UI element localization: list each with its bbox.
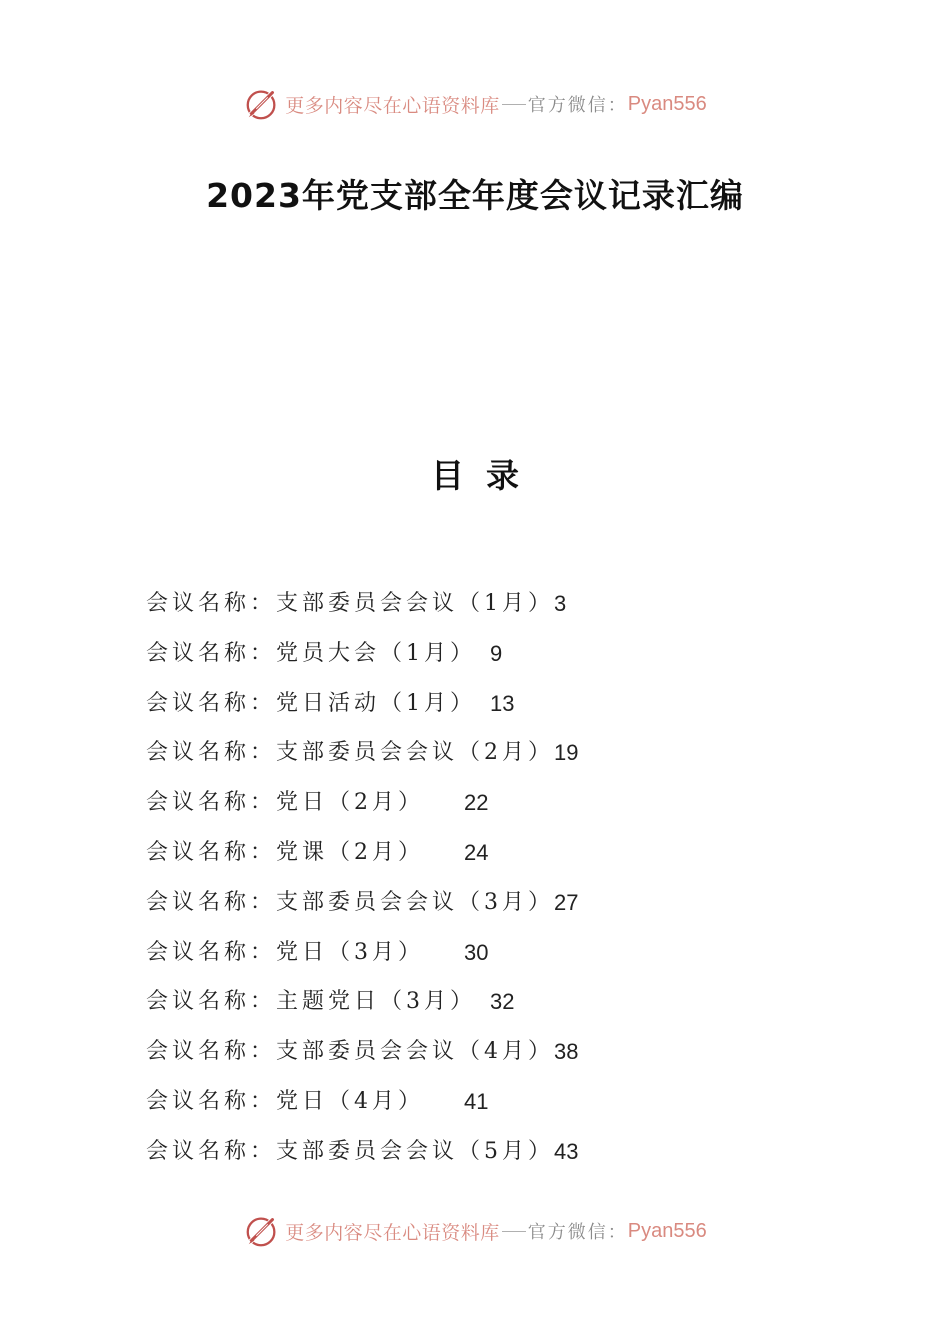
toc-item-label: 会议名称：党课（2月） bbox=[146, 839, 424, 865]
toc-item[interactable] bbox=[146, 878, 846, 928]
toc-item[interactable] bbox=[146, 928, 846, 978]
pen-circle-logo-icon bbox=[243, 1212, 281, 1250]
toc-item-label: 会议名称：党日活动（1月） bbox=[146, 690, 476, 716]
banner-wechat-id: Pyan556 bbox=[627, 1219, 707, 1242]
banner-wechat-label: 官方微信： bbox=[527, 1222, 628, 1243]
banner-text: 更多内容尽在心语资料库 bbox=[285, 1221, 500, 1244]
banner-dash bbox=[502, 104, 526, 105]
toc-item-page: 41 bbox=[464, 1088, 489, 1114]
banner-wechat-label: 官方微信： bbox=[527, 95, 628, 116]
toc-list bbox=[146, 579, 846, 1177]
toc-item[interactable] bbox=[146, 629, 846, 679]
toc-item-page: 27 bbox=[554, 889, 579, 915]
toc-item-label: 会议名称：支部委员会会议（3月） bbox=[146, 889, 554, 915]
header-banner bbox=[0, 82, 950, 126]
toc-item[interactable] bbox=[146, 679, 846, 729]
toc-item[interactable] bbox=[146, 1077, 846, 1127]
banner-text: 更多内容尽在心语资料库 bbox=[285, 94, 500, 117]
toc-item[interactable] bbox=[146, 728, 846, 778]
toc-item-page: 24 bbox=[464, 839, 489, 865]
toc-heading: 目录 bbox=[431, 456, 541, 495]
toc-item-page: 38 bbox=[554, 1039, 579, 1065]
footer-banner bbox=[0, 1209, 950, 1253]
toc-item-page: 13 bbox=[490, 690, 515, 716]
toc-item-page: 9 bbox=[490, 640, 503, 666]
toc-item[interactable] bbox=[146, 1027, 846, 1077]
toc-item[interactable] bbox=[146, 977, 846, 1027]
toc-item-page: 22 bbox=[464, 790, 489, 816]
toc-item-page: 43 bbox=[554, 1138, 579, 1164]
toc-item-label: 会议名称：支部委员会会议（1月） bbox=[146, 591, 554, 616]
banner-wechat-id: Pyan556 bbox=[627, 92, 707, 115]
toc-item[interactable] bbox=[146, 778, 846, 828]
toc-item-page: 3 bbox=[554, 591, 567, 616]
document-title: 2023年党支部全年度会议记录汇编 bbox=[206, 176, 744, 215]
toc-item-label: 会议名称：党日（3月） bbox=[146, 939, 424, 965]
toc-item-label: 会议名称：支部委员会会议（2月） bbox=[146, 740, 554, 766]
toc-item-label: 会议名称：党员大会（1月） bbox=[146, 640, 476, 666]
banner-dash bbox=[502, 1231, 526, 1232]
toc-item-page: 19 bbox=[554, 740, 579, 766]
toc-item-label: 会议名称：支部委员会会议（4月） bbox=[146, 1039, 554, 1065]
toc-item-label: 会议名称：主题党日（3月） bbox=[146, 989, 476, 1015]
toc-item-label: 会议名称：党日（4月） bbox=[146, 1088, 424, 1114]
toc-item[interactable] bbox=[146, 828, 846, 878]
toc-item-label: 会议名称：党日（2月） bbox=[146, 790, 424, 816]
toc-item-page: 30 bbox=[464, 939, 489, 965]
toc-item-label: 会议名称：支部委员会会议（5月） bbox=[146, 1138, 554, 1164]
pen-circle-logo-icon bbox=[243, 85, 281, 123]
toc-item-page: 32 bbox=[490, 989, 515, 1015]
toc-item[interactable] bbox=[146, 579, 846, 629]
toc-item[interactable] bbox=[146, 1127, 846, 1177]
